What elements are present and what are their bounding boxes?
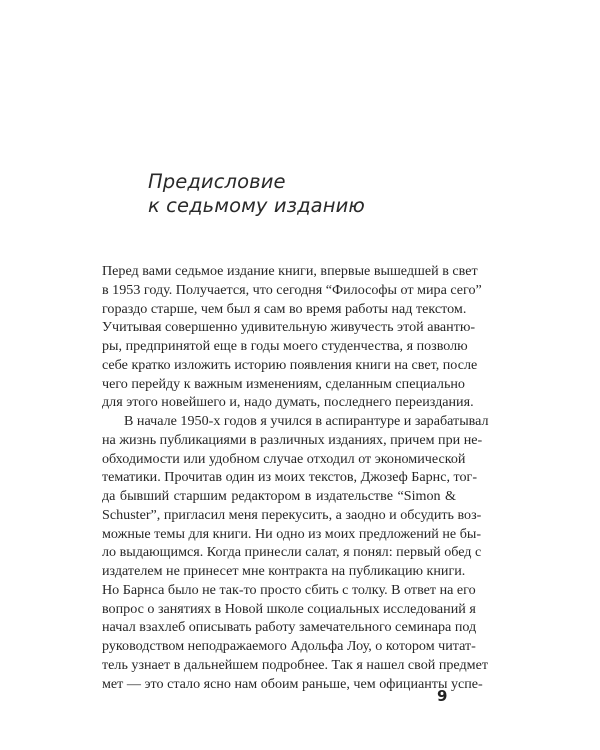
text-line: Учитывая совершенно удивительную живучесть этой авантю-	[102, 319, 476, 336]
text-line: обходимости или удобном случае отходил от экономической	[102, 450, 466, 467]
text-line: Но Барнса было не так-то просто сбить с толку. В ответ на его	[102, 581, 476, 598]
text-line: тематики. Прочитав один из моих текстов, Джозеф Барнс, тог-	[102, 469, 478, 486]
text-line: чего перейду к важным изменениям, сделанным специально	[102, 375, 465, 392]
text-line: вопрос о занятиях в Новой школе социальных исследований я	[102, 600, 476, 617]
chapter-title-line-2: к седьмому изданию	[148, 194, 365, 217]
text-line: для этого новейшего и, надо думать, последнего переиздания.	[102, 394, 474, 411]
text-line: издателем не принесет мне контракта на публикацию книги.	[102, 563, 466, 579]
body-text	[102, 262, 489, 693]
text-line: на жизнь публикациями в различных изданиях, причем при не-	[102, 431, 483, 448]
text-line: ры, предпринятой еще в годы моего студенчества, я позволю	[102, 338, 468, 354]
text-line: в 1953 году. Получается, что сегодня “Философы от мира сего”	[102, 281, 482, 298]
text-line: руководством неподражаемого Адольфа Лоу, о котором читат-	[102, 638, 476, 654]
text-line: мет — это стало ясно нам обоим раньше, чем официанты успе-	[102, 675, 483, 692]
chapter-title	[148, 170, 365, 218]
text-line: В начале 1950-х годов я учился в аспирантуре и зарабатывал	[124, 413, 489, 429]
chapter-title-line-1: Предисловие	[148, 170, 286, 193]
text-line: Schuster”, пригласил меня перекусить, а заодно и обсудить воз-	[102, 506, 482, 523]
text-line: себе кратко изложить историю появления книги на свет, после	[102, 356, 478, 373]
page-number: 9	[437, 687, 448, 705]
text-line: начал взахлеб описывать работу замечательного семинара под	[102, 619, 477, 636]
text-line: да бывший старшим редактором в издательстве “Simon &	[102, 488, 456, 504]
text-line: гораздо старше, чем был я сам во время работы над текстом.	[102, 300, 467, 317]
text-line: тель узнает в дальнейшем подробнее. Так я нашел свой предмет	[102, 656, 488, 673]
text-line: можные темы для книги. Ни одно из моих предложений не бы-	[102, 525, 482, 542]
text-line: ло выдающимся. Когда принесли салат, я понял: первый обед с	[102, 544, 482, 561]
text-line: Перед вами седьмое издание книги, впервые вышедшей в свет	[102, 263, 478, 279]
